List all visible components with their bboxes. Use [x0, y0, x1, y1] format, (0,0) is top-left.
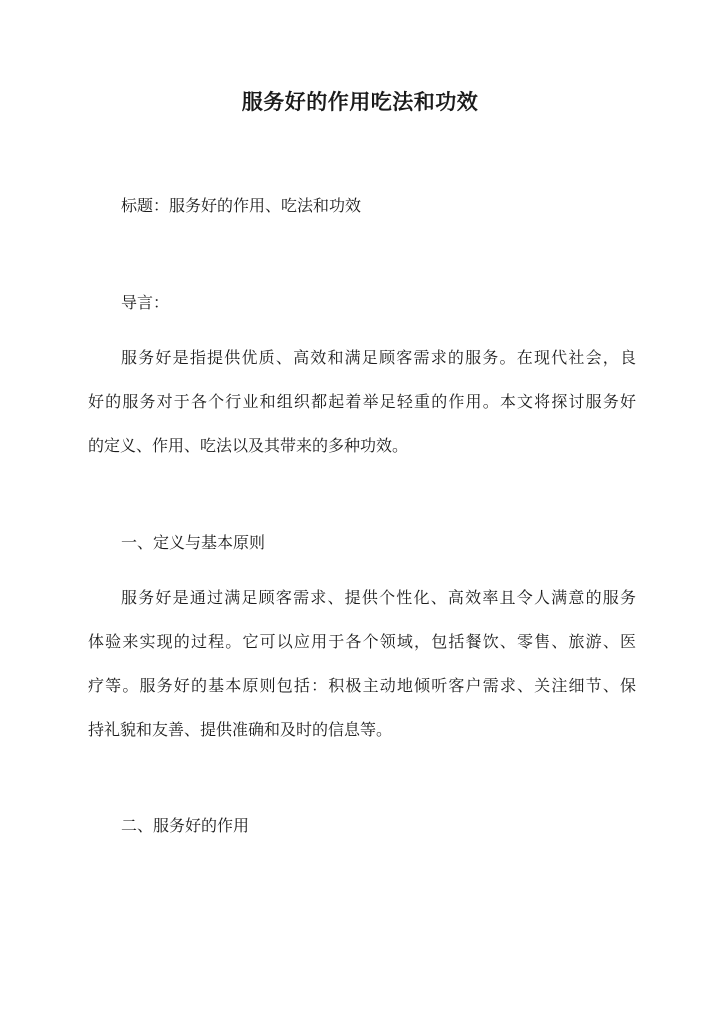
subtitle-line: 标题：服务好的作用、吃法和功效	[121, 196, 362, 215]
intro-line-3: 的定义、作用、吃法以及其带来的多种功效。	[88, 436, 409, 455]
section1-heading: 一、定义与基本原则	[121, 533, 266, 552]
intro-line-1: 服务好是指提供优质、高效和满足顾客需求的服务。在现代社会，良	[121, 348, 636, 367]
document-title: 服务好的作用吃法和功效	[241, 89, 479, 114]
intro-heading: 导言：	[121, 293, 170, 312]
section2-heading: 二、服务好的作用	[121, 816, 250, 835]
section1-line-2: 体验来实现的过程。它可以应用于各个领域，包括餐饮、零售、旅游、医	[88, 632, 636, 651]
section1-line-3: 疗等。服务好的基本原则包括：积极主动地倾听客户需求、关注细节、保	[88, 676, 636, 695]
intro-line-2: 好的服务对于各个行业和组织都起着举足轻重的作用。本文将探讨服务好	[88, 392, 636, 411]
section1-line-1: 服务好是通过满足顾客需求、提供个性化、高效率且令人满意的服务	[121, 588, 636, 607]
section1-line-4: 持礼貌和友善、提供准确和及时的信息等。	[88, 720, 393, 739]
